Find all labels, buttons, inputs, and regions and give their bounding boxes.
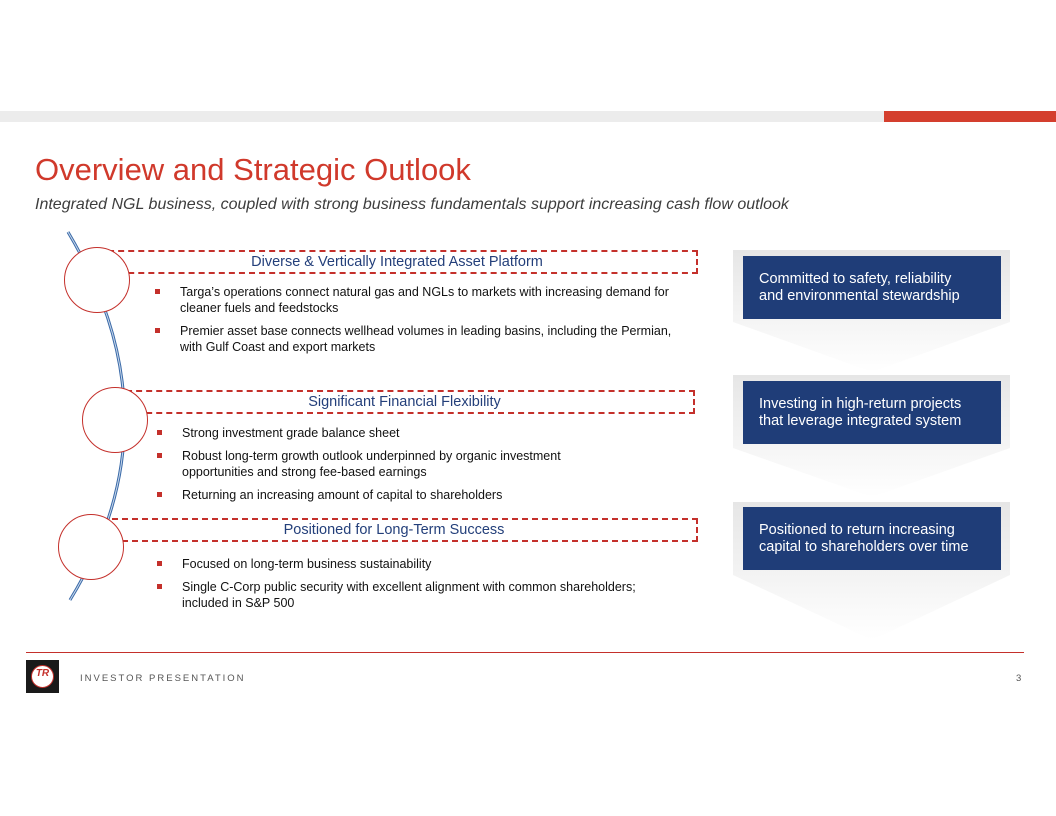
logo-text: TR: [35, 668, 50, 679]
outlook-line: and environmental stewardship: [759, 287, 960, 304]
outlook-box-safety: [743, 256, 1001, 319]
page-title: Overview and Strategic Outlook: [35, 152, 471, 187]
list-item: Robust long-term growth outlook underpinned by organic investment opportunities and strong fee-based earnings: [157, 448, 627, 480]
list-item: Focused on long-term business sustainability: [157, 556, 677, 572]
section-heading-text: Diverse & Vertically Integrated Asset Platform: [251, 254, 543, 270]
outlook-line: that leverage integrated system: [759, 412, 962, 429]
list-item: Premier asset base connects wellhead volumes in leading basins, including the Permian, with Gulf Coast and export markets: [155, 323, 685, 355]
outlook-line: Investing in high-return projects: [759, 395, 962, 412]
list-item: Returning an increasing amount of capital to shareholders: [157, 487, 627, 503]
outlook-line: Committed to safety, reliability: [759, 270, 952, 287]
company-logo: [26, 660, 59, 693]
outlook-line: Positioned to return increasing: [759, 521, 955, 538]
footer-divider: [26, 652, 1024, 653]
page-subtitle: Integrated NGL business, coupled with strong business fundamentals support increasing cash flow outlook: [35, 196, 789, 213]
footer-label: INVESTOR PRESENTATION: [80, 673, 246, 684]
outlook-line: capital to shareholders over time: [759, 538, 969, 555]
section-heading-text: Significant Financial Flexibility: [308, 394, 501, 410]
list-item: Strong investment grade balance sheet: [157, 425, 627, 441]
list-item: Targa’s operations connect natural gas and NGLs to markets with increasing demand for cleaner fuels and feedstocks: [155, 284, 685, 316]
section-heading-text: Positioned for Long-Term Success: [283, 522, 505, 538]
list-item: Single C-Corp public security with excellent alignment with common shareholders; included in S&P 500: [157, 579, 677, 611]
page-number: 3: [1016, 673, 1022, 684]
outlook-box-projects: [743, 381, 1001, 444]
outlook-box-capital: [743, 507, 1001, 570]
